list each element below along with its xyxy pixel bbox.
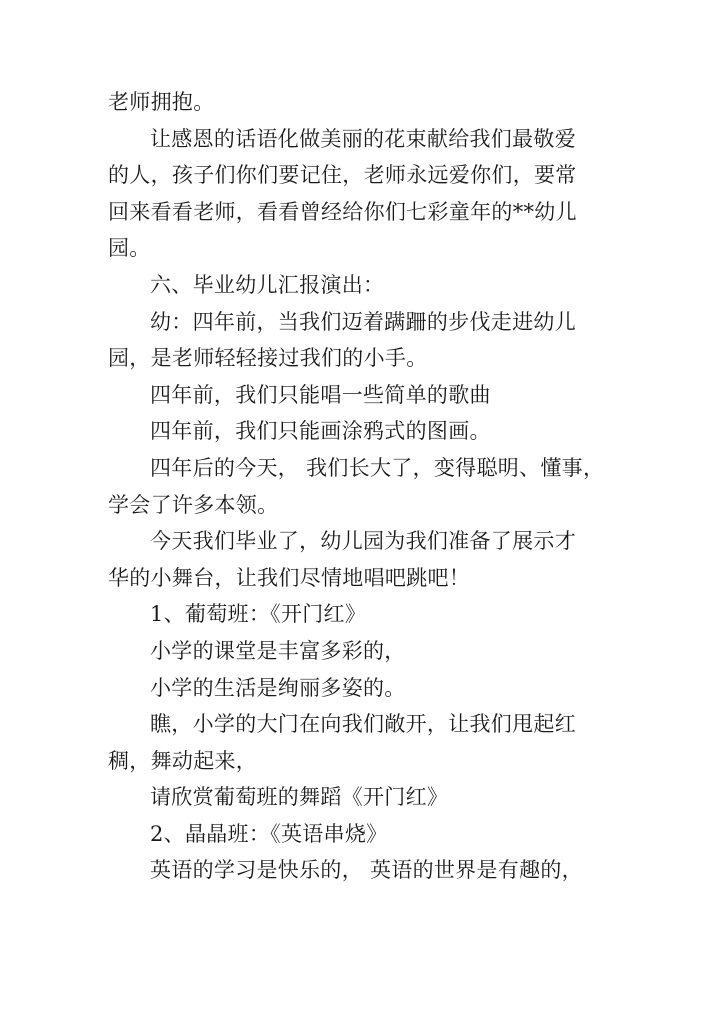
program-item-heading: 1、葡萄班：《开门红》 bbox=[150, 602, 367, 627]
text-line: 英语的学习是快乐的， 英语的世界是有趣的， bbox=[150, 858, 583, 883]
text-line: 四年后的今天， 我们长大了，变得聪明、懂事， bbox=[150, 455, 605, 480]
program-item-heading: 2、晶晶班：《英语串烧》 bbox=[150, 821, 388, 846]
text-line: 回来看看老师，看看曾经给你们七彩童年的**幼儿 bbox=[108, 199, 577, 224]
section-heading: 六、毕业幼儿汇报演出： bbox=[150, 272, 385, 297]
text-line: 园。 bbox=[108, 236, 151, 261]
text-line: 今天我们毕业了，幼儿园为我们准备了展示才 bbox=[150, 529, 576, 554]
text-line: 华的小舞台，让我们尽情地唱吧跳吧！ bbox=[108, 565, 471, 590]
text-line: 幼：四年前，当我们迈着蹒跚的步伐走进幼儿 bbox=[150, 309, 576, 334]
text-line: 小学的生活是绚丽多姿的。 bbox=[150, 675, 406, 700]
document-body bbox=[108, 84, 608, 889]
text-line: 四年前，我们只能画涂鸦式的图画。 bbox=[150, 419, 491, 444]
text-line: 老师拥抱。 bbox=[108, 90, 215, 114]
text-line: 小学的课堂是丰富多彩的， bbox=[150, 638, 406, 663]
text-line: 学会了许多本领。 bbox=[108, 492, 279, 517]
text-line: 让感恩的话语化做美丽的花束献给我们最敬爱 bbox=[150, 126, 576, 151]
text-line: 园，是老师轻轻接过我们的小手。 bbox=[108, 346, 428, 371]
text-line: 四年前，我们只能唱一些简单的歌曲 bbox=[150, 382, 491, 407]
text-line: 的人，孩子们你们要记住，老师永远爱你们，要常 bbox=[108, 163, 577, 188]
text-line: 稠，舞动起来， bbox=[108, 748, 258, 773]
text-line: 请欣赏葡萄班的舞蹈《开门红》 bbox=[150, 785, 449, 810]
text-line: 瞧，小学的大门在向我们敞开，让我们甩起红 bbox=[150, 712, 576, 737]
